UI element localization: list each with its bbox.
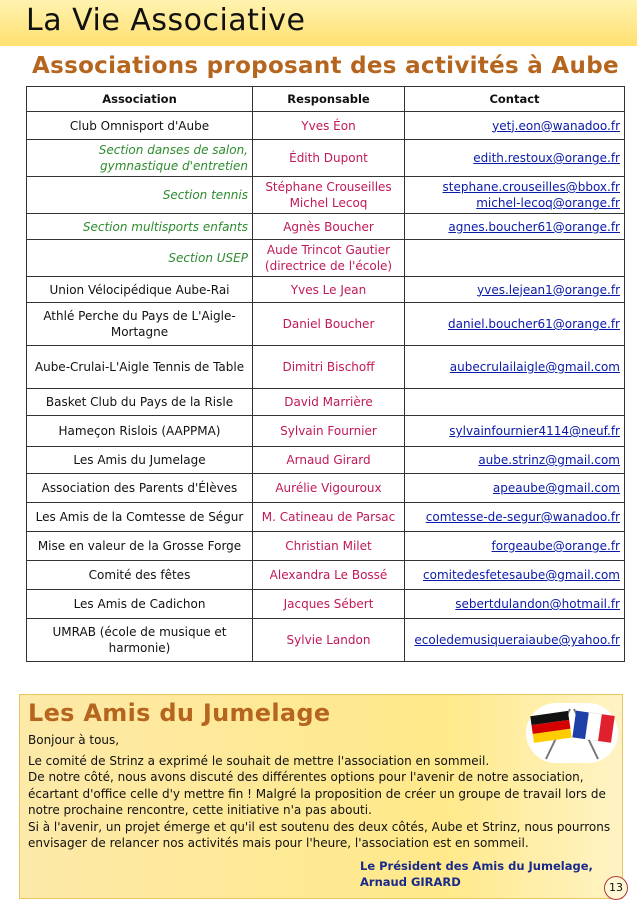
contact-cell bbox=[405, 240, 625, 277]
table-row bbox=[27, 303, 625, 346]
association-name: Union Vélocipédique Aube-Rai bbox=[27, 277, 253, 303]
contact-cell bbox=[405, 474, 625, 503]
jumelage-title: Les Amis du Jumelage bbox=[28, 699, 331, 727]
contact-email-link[interactable]: aubecrulailaigle@gmail.com bbox=[449, 360, 620, 374]
responsable-name: Arnaud Girard bbox=[253, 447, 405, 474]
table-row bbox=[27, 240, 625, 277]
responsable-name: Daniel Boucher bbox=[253, 303, 405, 346]
table-row bbox=[27, 416, 625, 447]
association-name: Basket Club du Pays de la Risle bbox=[27, 389, 253, 416]
table-row bbox=[27, 140, 625, 177]
responsable-name: Agnès Boucher bbox=[253, 214, 405, 240]
contact-email-link[interactable]: comitedesfetesaube@gmail.com bbox=[423, 568, 620, 582]
association-name: Section multisports enfants bbox=[27, 214, 253, 240]
association-name: Les Amis de la Comtesse de Ségur bbox=[27, 503, 253, 532]
jumelage-box bbox=[19, 694, 623, 899]
jumelage-greeting: Bonjour à tous, bbox=[28, 733, 120, 747]
association-name: Section tennis bbox=[27, 177, 253, 214]
associations-table bbox=[26, 86, 625, 662]
contact-cell bbox=[405, 112, 625, 140]
association-name: Comité des fêtes bbox=[27, 561, 253, 590]
association-name: Section USEP bbox=[27, 240, 253, 277]
responsable-name: Édith Dupont bbox=[253, 140, 405, 177]
contact-email-link[interactable]: comtesse-de-segur@wanadoo.fr bbox=[425, 510, 620, 524]
contact-cell bbox=[405, 561, 625, 590]
responsable-name: David Marrière bbox=[253, 389, 405, 416]
association-name: Aube-Crulai-L'Aigle Tennis de Table bbox=[27, 346, 253, 389]
responsable-name: Aurélie Vigouroux bbox=[253, 474, 405, 503]
table-row bbox=[27, 389, 625, 416]
association-name: Les Amis de Cadichon bbox=[27, 590, 253, 619]
responsable-name: Alexandra Le Bossé bbox=[253, 561, 405, 590]
table-row bbox=[27, 619, 625, 662]
page-number: 13 bbox=[604, 876, 628, 900]
table-row bbox=[27, 503, 625, 532]
contact-cell bbox=[405, 590, 625, 619]
association-name: Athlé Perche du Pays de L'Aigle-Mortagne bbox=[27, 303, 253, 346]
table-row bbox=[27, 447, 625, 474]
responsable-name: Aude Trincot Gautier (directrice de l'école) bbox=[253, 240, 405, 277]
contact-email-link[interactable]: daniel.boucher61@orange.fr bbox=[447, 317, 620, 331]
contact-cell bbox=[405, 303, 625, 346]
table-row bbox=[27, 561, 625, 590]
contact-email-link[interactable]: yetj.eon@wanadoo.fr bbox=[492, 118, 620, 133]
contact-email-link[interactable]: michel-lecoq@orange.fr bbox=[476, 196, 620, 210]
responsable-name: Jacques Sébert bbox=[253, 590, 405, 619]
contact-cell bbox=[405, 140, 625, 177]
table-row bbox=[27, 177, 625, 214]
table-row bbox=[27, 532, 625, 561]
table-row bbox=[27, 474, 625, 503]
contact-email-link[interactable]: agnes.boucher61@orange.fr bbox=[448, 219, 620, 234]
table-row bbox=[27, 277, 625, 303]
responsable-name: Christian Milet bbox=[253, 532, 405, 561]
table-row bbox=[27, 346, 625, 389]
contact-cell bbox=[405, 389, 625, 416]
table-row bbox=[27, 214, 625, 240]
column-header-responsable: Responsable bbox=[253, 87, 405, 112]
responsable-name: Yves Le Jean bbox=[253, 277, 405, 303]
jumelage-paragraph: De notre côté, nous avons discuté des différentes options pour l'avenir de notre association, écartant d'office celle d'y mettre fin ! Malgré la proposition de créer un groupe de travail lors de notre prochaine rencontre, cette initiative n'a pas abouti. bbox=[28, 770, 606, 818]
table-row bbox=[27, 112, 625, 140]
association-name: Les Amis du Jumelage bbox=[27, 447, 253, 474]
responsable-name: Stéphane Crouseilles Michel Lecoq bbox=[253, 177, 405, 214]
contact-cell bbox=[405, 503, 625, 532]
responsable-name: Sylvain Fournier bbox=[253, 416, 405, 447]
contact-email-link[interactable]: sylvainfournier4114@neuf.fr bbox=[449, 424, 620, 438]
contact-email-link[interactable]: apeaube@gmail.com bbox=[492, 481, 620, 495]
table-row bbox=[27, 590, 625, 619]
contact-email-link[interactable]: forgeaube@orange.fr bbox=[491, 539, 620, 553]
association-name: Association des Parents d'Élèves bbox=[27, 474, 253, 503]
contact-cell bbox=[405, 346, 625, 389]
association-name: UMRAB (école de musique et harmonie) bbox=[27, 619, 253, 662]
contact-cell bbox=[405, 447, 625, 474]
contact-email-link[interactable]: aube.strinz@gmail.com bbox=[478, 453, 620, 467]
contact-cell bbox=[405, 277, 625, 303]
column-header-association: Association bbox=[27, 87, 253, 112]
signature-line: Arnaud GIRARD bbox=[360, 875, 461, 889]
responsable-name: Sylvie Landon bbox=[253, 619, 405, 662]
signature bbox=[360, 858, 593, 890]
contact-cell bbox=[405, 177, 625, 214]
page-title: La Vie Associative bbox=[26, 3, 306, 38]
association-name: Section danses de salon, gymnastique d'entretien bbox=[27, 140, 253, 177]
header-banner bbox=[0, 0, 637, 46]
contact-email-link[interactable]: sebertdulandon@hotmail.fr bbox=[455, 597, 620, 611]
jumelage-text bbox=[28, 753, 613, 851]
column-header-contact: Contact bbox=[405, 87, 625, 112]
contact-cell bbox=[405, 619, 625, 662]
responsable-name: M. Catineau de Parsac bbox=[253, 503, 405, 532]
table-header-row bbox=[27, 87, 625, 112]
association-name: Club Omnisport d'Aube bbox=[27, 112, 253, 140]
contact-cell bbox=[405, 214, 625, 240]
association-name: Hameçon Rislois (AAPPMA) bbox=[27, 416, 253, 447]
jumelage-paragraph: Si à l'avenir, un projet émerge et qu'il est soutenu des deux côtés, Aube et Strinz, nous pourrons envisager de relancer nos activités mais pour l'heure, l'association est en sommeil. bbox=[28, 819, 611, 851]
responsable-name: Dimitri Bischoff bbox=[253, 346, 405, 389]
table-body bbox=[27, 112, 625, 662]
contact-email-link[interactable]: yves.lejean1@orange.fr bbox=[477, 282, 620, 297]
responsable-name: Yves Éon bbox=[253, 112, 405, 140]
contact-cell bbox=[405, 416, 625, 447]
signature-line: Le Président des Amis du Jumelage, bbox=[360, 859, 593, 873]
association-name: Mise en valeur de la Grosse Forge bbox=[27, 532, 253, 561]
section-subtitle: Associations proposant des activités à Aube bbox=[32, 53, 619, 79]
contact-email-link[interactable]: stephane.crouseilles@bbox.fr bbox=[442, 180, 620, 194]
contact-cell bbox=[405, 532, 625, 561]
jumelage-paragraph: Le comité de Strinz a exprimé le souhait de mettre l'association en sommeil. bbox=[28, 754, 490, 768]
contact-email-link[interactable]: ecoledemusiqueraiaube@yahoo.fr bbox=[414, 633, 620, 647]
contact-email-link[interactable]: edith.restoux@orange.fr bbox=[473, 151, 620, 165]
